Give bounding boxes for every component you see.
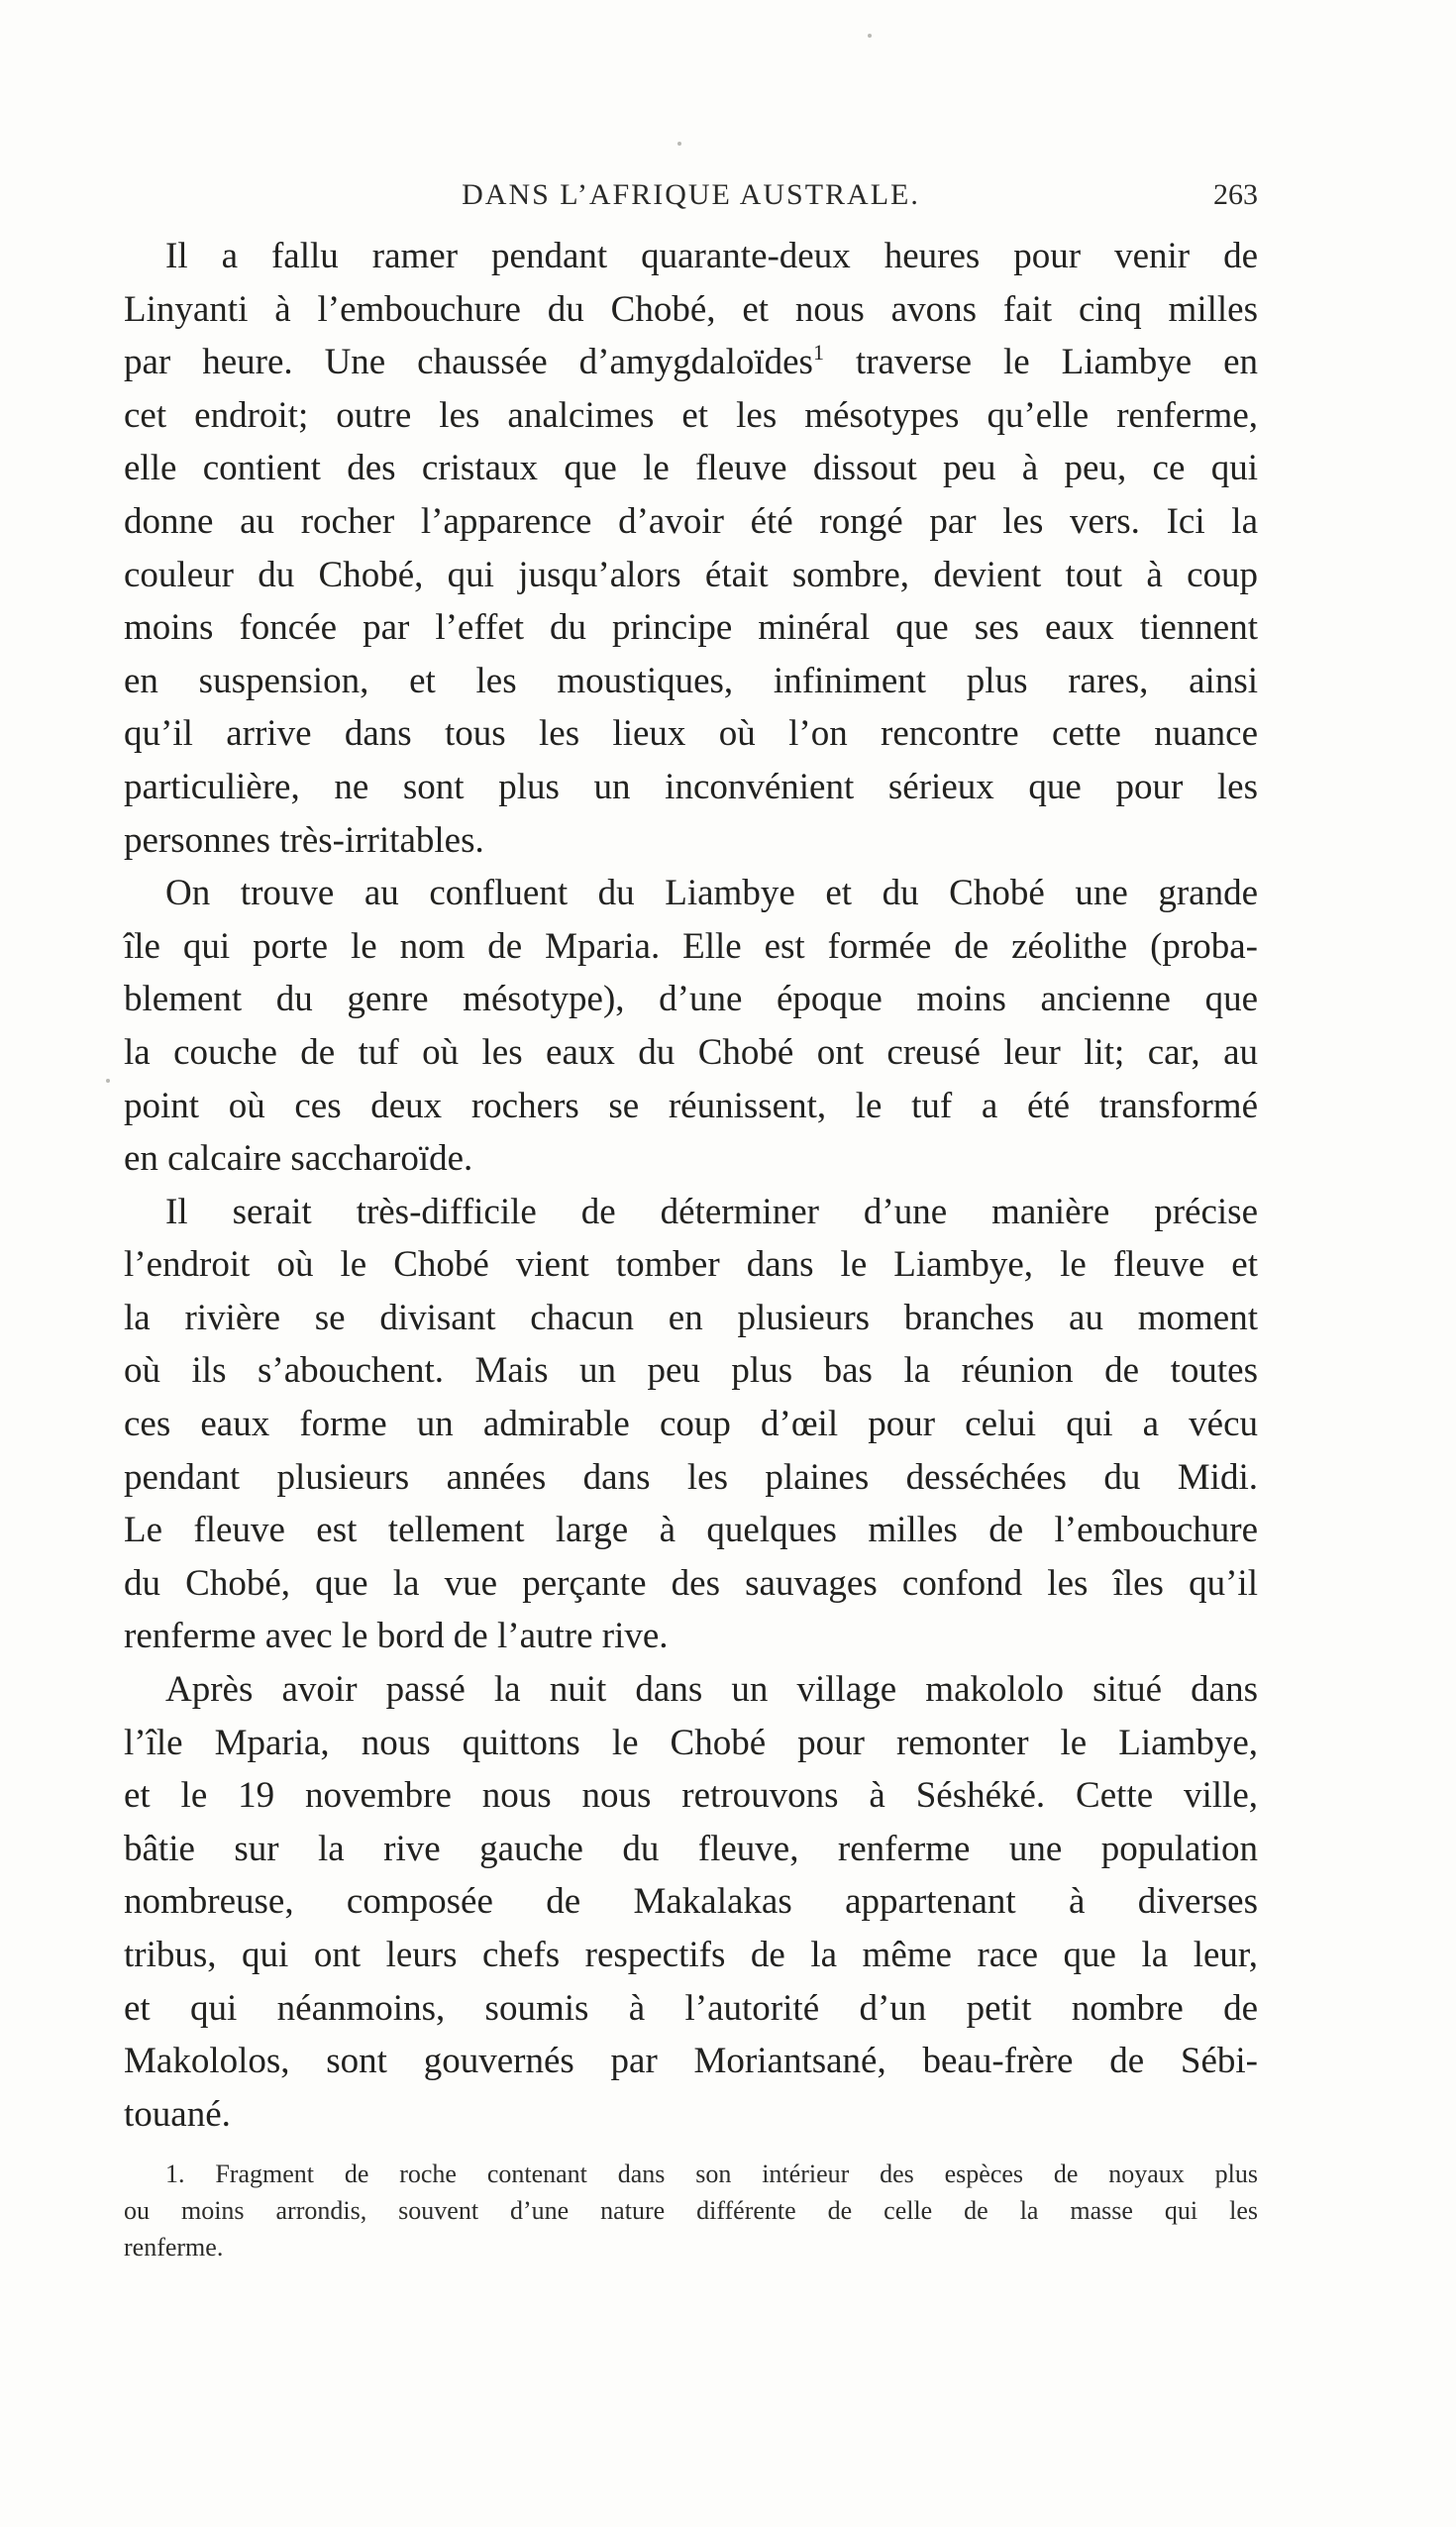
paper-speck: [868, 34, 872, 38]
running-head: [124, 178, 1258, 222]
text-fragment: traverse le Liambye en: [823, 342, 1258, 383]
text-line: l’endroit où le Chobé vient tomber dans le Liambye, le fleuve et: [124, 1244, 1258, 1286]
text-line: renferme avec le bord de l’autre rive.: [124, 1616, 669, 1657]
text-line: elle contient des cristaux que le fleuve dissout peu à peu, ce qui: [124, 448, 1258, 489]
text-line: l’île Mparia, nous quittons le Chobé pour remonter le Liambye,: [124, 1722, 1258, 1763]
text-line: ces eaux forme un admirable coup d’œil pour celui qui a vécu: [124, 1404, 1258, 1445]
text-line: personnes très-irritables.: [124, 819, 484, 861]
text-line: couleur du Chobé, qui jusqu’alors était sombre, devient tout à coup: [124, 554, 1258, 595]
text-line: Il a fallu ramer pendant quarante-deux heures pour venir de: [165, 236, 1258, 276]
paragraph-3: [124, 1186, 1258, 1663]
footnote-line: ou moins arrondis, souvent d’une nature différente de celle de la masse qui les: [124, 2196, 1258, 2225]
text-line: du Chobé, que la vue perçante des sauvages confond les îles qu’il: [124, 1562, 1258, 1604]
text-line: Après avoir passé la nuit dans un village makololo situé dans: [165, 1669, 1258, 1711]
text-line: île qui porte le nom de Mparia. Elle est formée de zéolithe (proba-: [124, 925, 1258, 967]
text-line: tribus, qui ont leurs chefs respectifs de la même race que la leur,: [124, 1935, 1258, 1975]
paper-speck: [677, 142, 681, 146]
text-line: blement du genre mésotype), d’une époque moins ancienne que: [124, 979, 1258, 1020]
text-line: Linyanti à l’embouchure du Chobé, et nous avons fait cinq milles: [124, 288, 1258, 330]
text-fragment: par heure. Une chaussée d’amygdaloïdes: [124, 342, 813, 383]
footnote-line: renferme.: [124, 2233, 224, 2262]
text-line: touané.: [124, 2093, 231, 2135]
running-title: DANS L’AFRIQUE AUSTRALE.: [462, 178, 920, 211]
paragraph-4: [124, 1663, 1258, 2141]
text-line: qu’il arrive dans tous les lieux où l’on rencontre cette nuance: [124, 713, 1258, 755]
text-line: la rivière se divisant chacun en plusieurs branches au moment: [124, 1297, 1258, 1338]
text-line: en calcaire saccharoïde.: [124, 1138, 473, 1180]
text-line: cet endroit; outre les analcimes et les mésotypes qu’elle renferme,: [124, 394, 1258, 436]
text-line: particulière, ne sont plus un inconvénient sérieux que pour les: [124, 766, 1258, 807]
text-line: et le 19 novembre nous nous retrouvons à Séshéké. Cette ville,: [124, 1775, 1258, 1817]
paragraph-1: [124, 230, 1258, 867]
footnote-marker: 1: [812, 340, 824, 366]
text-line-with-footnote-ref: [124, 336, 1258, 389]
paper-speck: [106, 1079, 110, 1083]
text-line: donne au rocher l’apparence d’avoir été rongé par les vers. Ici la: [124, 500, 1258, 542]
text-line: et qui néanmoins, soumis à l’autorité d’un petit nombre de: [124, 1987, 1258, 2029]
text-line: Makololos, sont gouvernés par Moriantsané, beau-frère de Sébi-: [124, 2041, 1258, 2082]
body-text: [124, 230, 1258, 2141]
text-line: point où ces deux rochers se réunissent, le tuf a été transformé: [124, 1085, 1258, 1126]
text-line: On trouve au confluent du Liambye et du Chobé une grande: [165, 873, 1258, 914]
text-line: moins foncée par l’effet du principe minéral que ses eaux tiennent: [124, 607, 1258, 649]
text-line: où ils s’abouchent. Mais un peu plus bas la réunion de toutes: [124, 1350, 1258, 1392]
footnote: [124, 2156, 1258, 2265]
page-number: 263: [1213, 178, 1258, 211]
text-line: en suspension, et les moustiques, infiniment plus rares, ainsi: [124, 660, 1258, 701]
text-line: Il serait très-difficile de déterminer d’une manière précise: [165, 1191, 1258, 1232]
paragraph-2: [124, 867, 1258, 1186]
footnote-line: 1. Fragment de roche contenant dans son intérieur des espèces de noyaux plus: [165, 2159, 1258, 2188]
text-line: nombreuse, composée de Makalakas appartenant à diverses: [124, 1881, 1258, 1923]
text-line: la couche de tuf où les eaux du Chobé ont creusé leur lit; car, au: [124, 1031, 1258, 1073]
text-line: pendant plusieurs années dans les plaines desséchées du Midi.: [124, 1456, 1258, 1498]
text-line: bâtie sur la rive gauche du fleuve, renferme une population: [124, 1828, 1258, 1869]
text-line: Le fleuve est tellement large à quelques milles de l’embouchure: [124, 1510, 1258, 1551]
